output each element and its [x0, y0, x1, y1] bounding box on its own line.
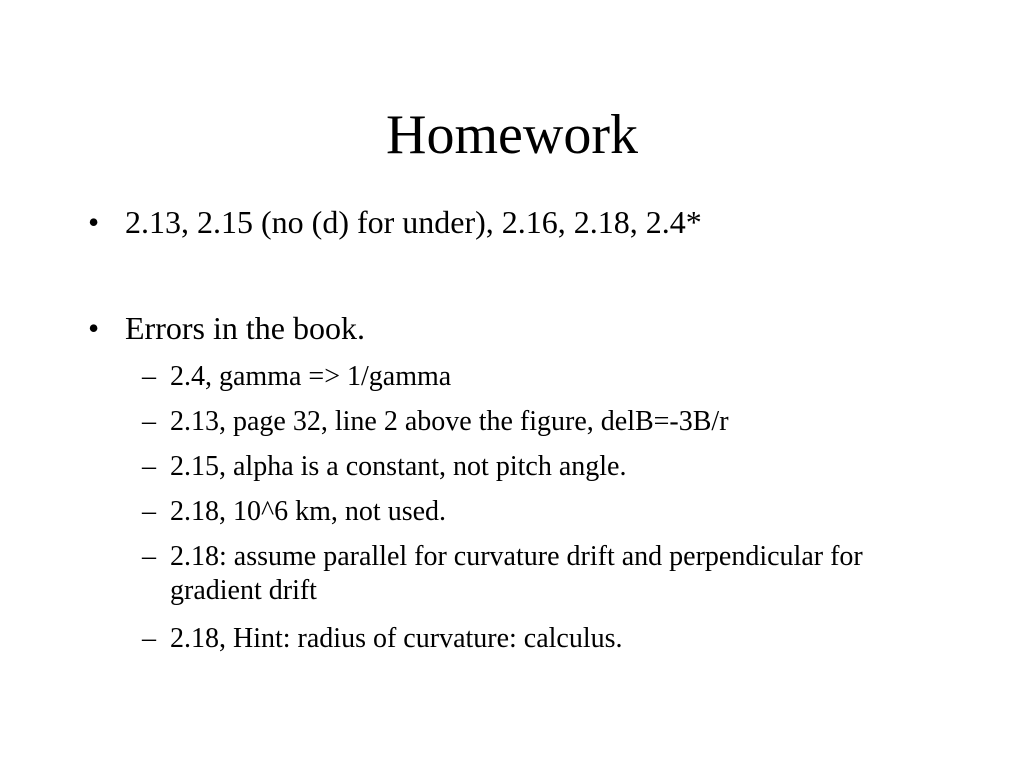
- sub-bullet-text: 2.13, page 32, line 2 above the figure, delB=-3B/r: [170, 406, 729, 437]
- bullet-text: Errors in the book.: [125, 310, 365, 346]
- bullet-icon: •: [88, 310, 100, 346]
- sub-bullet-text: 2.4, gamma => 1/gamma: [170, 361, 452, 392]
- dash-icon: –: [142, 451, 156, 482]
- dash-icon: –: [142, 496, 156, 527]
- dash-icon: –: [142, 361, 156, 392]
- sub-bullet-text: 2.15, alpha is a constant, not pitch angle.: [170, 451, 627, 482]
- sub-bullet-text: 2.18: assume parallel for curvature drift and perpendicular for gradient drift: [170, 541, 863, 606]
- slide-title: Homework: [386, 104, 638, 166]
- dash-icon: –: [142, 541, 156, 572]
- dash-icon: –: [142, 406, 156, 437]
- sub-bullet-text: 2.18, Hint: radius of curvature: calculus.: [170, 623, 623, 654]
- sub-bullet-text: 2.18, 10^6 km, not used.: [170, 496, 447, 527]
- dash-icon: –: [142, 623, 156, 654]
- bullet-text: 2.13, 2.15 (no (d) for under), 2.16, 2.18, 2.4*: [125, 204, 702, 240]
- bullet-icon: •: [88, 204, 100, 240]
